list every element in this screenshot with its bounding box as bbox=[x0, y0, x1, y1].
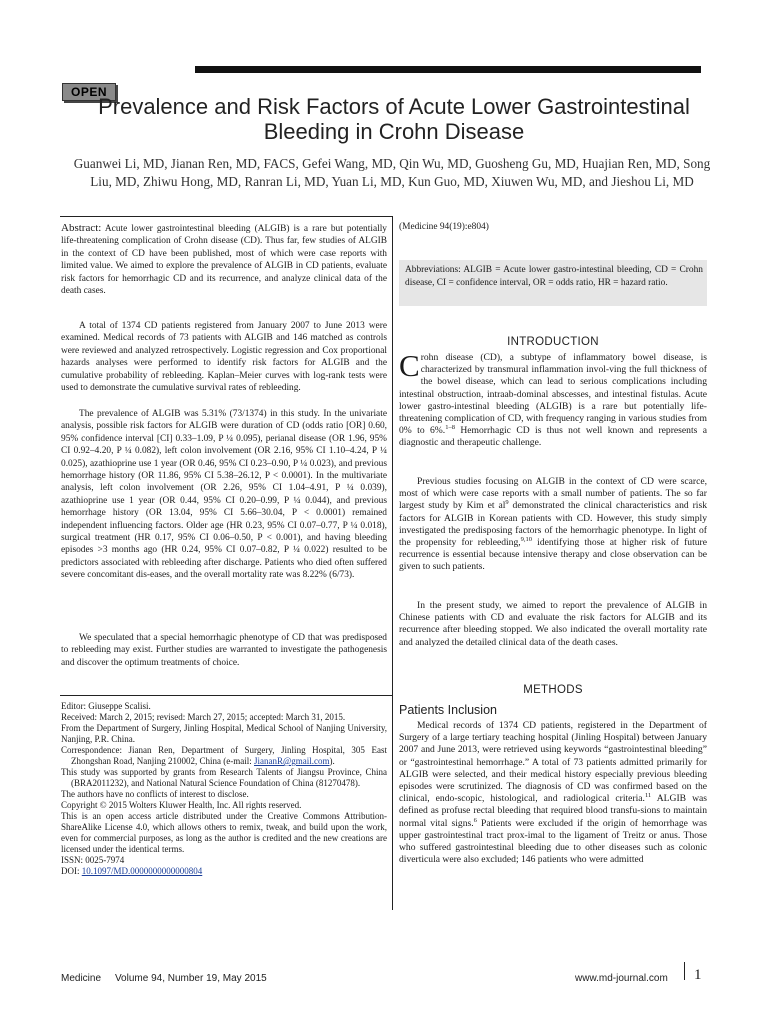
introduction-heading: INTRODUCTION bbox=[507, 336, 599, 348]
methods-text-b: ALGIB was defined as profuse rectal bleeding that required blood transfu-sions to maintain normal vital signs. bbox=[399, 793, 707, 829]
footer-volume: Volume 94, Number 19, May 2015 bbox=[114, 973, 267, 984]
copyright-line: Copyright © 2015 Wolters Kluwer Health, Inc. All rights reserved. bbox=[61, 800, 302, 810]
affiliation-line: From the Department of Surgery, Jinling Hospital, Medical School of Nanjing University, Nanjing, P.R. China. bbox=[61, 723, 387, 744]
correspondence-close: ). bbox=[329, 756, 335, 766]
intro-text-2c: identifying those at higher risk of future recurrence is essential because intensive therapy and close observation can be given to such patients. bbox=[399, 537, 707, 573]
header-rule bbox=[195, 66, 701, 73]
article-title: Prevalence and Risk Factors of Acute Lower Gastrointestinal Bleeding in Crohn Disease bbox=[98, 94, 690, 144]
citation-line: (Medicine 94(19):e804) bbox=[399, 222, 489, 232]
issn-line: ISSN: 0025-7974 bbox=[61, 855, 125, 865]
citation-superscript: 9,10 bbox=[520, 535, 533, 543]
abstract-text-4: We speculated that a special hemorrhagic phenotype of CD that was predisposed to rebleeding may exist. Further studies are warranted to investigate the pathogenesis and discover the optimum treatments of choice. bbox=[61, 633, 387, 668]
doi-label: DOI: bbox=[61, 866, 82, 876]
intro-text-1: rohn disease (CD), a subtype of inflammatory bowel disease, is characterized by transmural inflammation invol-ving the full thickness of the bowel disease, which can lead to serious complications including intestinal obstruction, intraab-dominal abscesses, and intestinal fistulas. Acute lower gastro-intestinal bleeding (ALGIB) is a rare but potentially life-threatening complication of CD, with frequency ranging in various studies from 0% to 6%. bbox=[399, 352, 707, 437]
editor-line: Editor: Giuseppe Scalisi. bbox=[61, 701, 151, 711]
abbreviations-text: Abbreviations: ALGIB = Acute lower gastro-intestinal bleeding, CD = Crohn disease, CI = confidence interval, OR = odds ratio, HR = hazard ratio. bbox=[405, 265, 703, 288]
citation-superscript: 11 bbox=[644, 792, 652, 800]
methods-text-a: Medical records of 1374 CD patients, registered in the Department of Surgery of a large tertiary teaching hospital (Jinling Hospital) between January 2007 and June 2013, were retrieved using keywords “gastrointestinal bleeding” or “gastrointestinal hemorrhage.” A total of 73 patients admitted primarily for ALGIB were selected, and their medical history especially previous bleeding episodes were scrutinized. The diagnosis of CD was confirmed based on the clinical, endo-scopic, histological, and radiological criteria. bbox=[399, 720, 707, 805]
methods-paragraph-1 bbox=[399, 720, 707, 866]
abstract-label: Abstract: bbox=[61, 222, 102, 234]
intro-text-2a: Previous studies focusing on ALGIB in the context of CD were scarce, most of which were case reports with a small number of patients. The so far largest study by Kim et al bbox=[399, 476, 707, 512]
front-matter bbox=[61, 701, 387, 877]
introduction-paragraph-2 bbox=[399, 476, 707, 574]
page-number: 1 bbox=[694, 967, 702, 983]
introduction-paragraph-1 bbox=[399, 348, 707, 450]
correspondence-email-link[interactable]: JiananR@gmail.com bbox=[253, 756, 330, 766]
footer-journal-info bbox=[61, 973, 267, 984]
citation-superscript: 1–8 bbox=[445, 424, 455, 432]
abstract-text-3: The prevalence of ALGIB was 5.31% (73/1374) in this study. In the univariate analysis, possible risk factors for ALGIB were duration of CD (odds ratio [OR] 0.60, 95% confidence interval [CI] 0.33–1.09, P ¼ 0.095), perianal disease (OR 1.96, 95% CI 0.92–4.20, P ¼ 0.082), left colon involvement (OR 2.16, 95% CI 1.10–4.24, P ¼ 0.025), azathioprine use 1 year (OR 0.46, 95% CI 0.23–0.90, P ¼ 0.023), and previous hemorrhage history (OR 11.86, 95% CI 5.38–26.12, P < 0.0001). In the multivariate analysis, left colon involvement (OR 2.26, 95% CI 1.04–4.91, P ¼ 0.039), azathioprine use 1 year (OR 0.44, 95% CI 0.20–0.99, P ¼ 0.044), and previous hemorrhage history (OR 13.04, 95% CI 5.66–30.04, P < 0.0001) remained independent influencing factors. Older age (HR 0.23, 95% CI 0.07–0.77, P ¼ 0.018), surgical treatment (HR 0.17, 95% CI 0.06–0.50, P < 0.001), and having bleeding episodes >3 months ago (HR 0.24, 95% CI 0.07–0.82, P ¼ 0.022) resulted to be predictors associated with rebleeding after discharge. Patients who died often suffered severe concomitant dis-eases, and the overall mortality rate was 8.22% (6/73). bbox=[61, 409, 387, 581]
abstract-text-2: A total of 1374 CD patients registered from January 2007 to June 2013 were examined. Medical records of 73 patients with ALGIB and 146 matched as controls were reviewed and analyzed retrospectively. Logistic regression and Cox proportional hazards analyses were performed to identify risk factors for ALGIB and the cumulative probability of rebleeding. Kaplan–Meier curves with log-rank tests were used to demonstrate the cumulative survival rates of rebleeding. bbox=[61, 321, 387, 394]
correspondence-text: Correspondence: Jianan Ren, Department of Surgery, Jinling Hospital, 305 East Zhongshan Road, Nanjing 210002, China (e-mail: bbox=[61, 745, 387, 766]
citation-superscript: 6 bbox=[473, 816, 477, 824]
license-line: This is an open access article distributed under the Creative Commons Attribution-ShareAlike License 4.0, which allows others to remix, tweak, and build upon the work, even for commercial purposes, as long as the author is credited and the new creations are licensed under the identical terms. bbox=[61, 811, 387, 854]
citation-superscript: 9 bbox=[505, 499, 509, 507]
footer-website[interactable]: www.md-journal.com bbox=[575, 973, 668, 984]
doi-link[interactable]: 10.1097/MD.0000000000000804 bbox=[81, 866, 203, 876]
methods-heading: METHODS bbox=[523, 684, 583, 696]
methods-subheading: Patients Inclusion bbox=[399, 703, 497, 717]
abstract-paragraph-4 bbox=[61, 632, 387, 669]
intro-text-1-tail: Hemorrhagic CD is thus not well known and represents a diagnostic and therapeutic challenge. bbox=[399, 425, 707, 449]
received-line: Received: March 2, 2015; revised: March 27, 2015; accepted: March 31, 2015. bbox=[61, 712, 346, 722]
funding-line: This study was supported by grants from Research Talents of Jiangsu Province, China (BRA2011232), and National Natural Science Foundation of China (81270478). bbox=[61, 767, 387, 788]
abstract-text-1: Acute lower gastrointestinal bleeding (ALGIB) is a rare but potentially life-threatening complication of Crohn disease (CD). Thus far, few studies of ALGIB in the context of CD have been published, most of which were case reports with limited value. We aimed to explore the prevalence of ALGIB in CD patients, evaluate risk factors for hemorrhagic CD and its recurrence, and analyze clinical data of the death cases. bbox=[61, 224, 387, 297]
author-list: Guanwei Li, MD, Jianan Ren, MD, FACS, Gefei Wang, MD, Qin Wu, MD, Guosheng Gu, MD, Huajian Ren, MD, Song Liu, MD, Zhiwu Hong, MD, Ranran Li, MD, Yuan Li, MD, Kun Guo, MD, Xiuwen Wu, MD, and Jieshou Li, MD bbox=[73, 156, 711, 189]
abstract-paragraph-2 bbox=[61, 320, 387, 394]
conflict-line: The authors have no conflicts of interest to disclose. bbox=[61, 789, 249, 799]
footer-journal: Medicine bbox=[61, 973, 102, 984]
front-matter-rule bbox=[60, 695, 392, 696]
abstract-paragraph-1 bbox=[61, 222, 387, 297]
drop-cap: C bbox=[399, 348, 420, 383]
footer-divider bbox=[684, 962, 685, 980]
doi-line bbox=[61, 866, 387, 877]
abstract-paragraph-3 bbox=[61, 408, 387, 582]
introduction-paragraph-3: In the present study, we aimed to report the prevalence of ALGIB in Chinese patients with CD and evaluate the risk factors for ALGIB and its recurrence after bleeding stopped. We also indicated the overall mortality rate and analyzed the detailed clinical data of the death cases. bbox=[399, 600, 707, 648]
correspondence-line bbox=[61, 745, 387, 767]
open-access-badge: OPEN bbox=[62, 83, 116, 101]
intro-text-2b: demonstrated the clinical characteristics and risk factors for ALGIB in Korean patients with CD. However, this study simply investigated the predisposing factors of the hemorrhagic phenotype. In light of the propensity for rebleeding, bbox=[399, 500, 707, 549]
methods-text-c: Patients were excluded if the origin of hemorrhage was upper gastrointestinal tract prox-imal to the ligament of Treitz or anus. Those who suffered gastrointestinal bleeding due to other diseases such as colonic diverticula were also excluded; 146 patients who were admitted bbox=[399, 817, 707, 866]
